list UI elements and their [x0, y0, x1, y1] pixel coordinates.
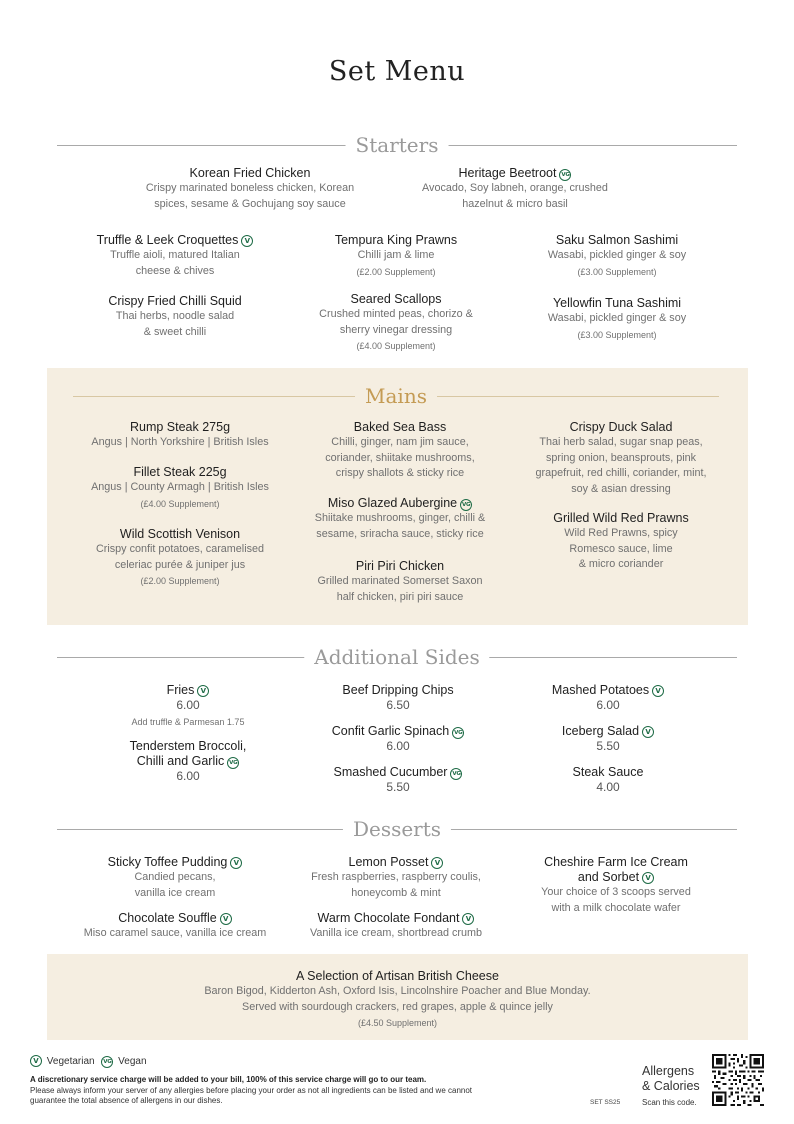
item-description: Grilled marinated Somerset Saxon: [317, 575, 483, 587]
item-price: 6.50: [386, 698, 410, 712]
vegetarian-icon: V: [642, 872, 654, 884]
item-description: Angus | North Yorkshire | British Isles: [91, 436, 269, 448]
item-name: Truffle & Leek Croquettes: [96, 233, 239, 247]
item-supplement: (£3.00 Supplement): [577, 266, 657, 277]
vegetarian-icon: V: [220, 913, 232, 925]
starters-heading: [57, 133, 737, 157]
item-name: Fries: [166, 683, 195, 697]
item-description: Vanilla ice cream, shortbread crumb: [309, 927, 483, 939]
item-description: Wild Red Prawns, spicy: [564, 527, 678, 539]
item-name: Tempura King Prawns: [334, 233, 458, 247]
legend-vegan: Vegan: [118, 1056, 147, 1067]
menu-item-lemon-posset: [286, 855, 506, 901]
allergy-note: Please always inform your server of any allergies before placing your order as not all ingredients can be listed and we cannot guarantee the total absence of allergens in our dishes.: [30, 1086, 473, 1105]
item-name: Confit Garlic Spinach: [331, 724, 450, 738]
item-name: Rump Steak 275g: [129, 420, 231, 434]
dietary-legend: [30, 1055, 147, 1068]
menu-code: SET SS25: [590, 1099, 621, 1106]
item-description: Candied pecans,: [134, 871, 216, 883]
item-description: Wasabi, pickled ginger & soy: [547, 249, 687, 261]
item-name: Crispy Duck Salad: [569, 420, 673, 434]
allergens-line: & Calories: [642, 1079, 700, 1093]
item-supplement: (£3.00 Supplement): [577, 329, 657, 340]
item-description: soy & asian dressing: [571, 482, 671, 495]
item-name: Crispy Fried Chilli Squid: [108, 294, 242, 308]
item-description: cheese & chives: [135, 264, 215, 277]
item-name: Heritage Beetroot: [458, 166, 557, 180]
item-supplement: (£2.00 Supplement): [140, 576, 220, 586]
menu-item-warm-chocolate-fondant: [286, 911, 506, 942]
item-description: coriander, shiitake mushrooms,: [325, 451, 475, 464]
item-name: Chilli and Garlic: [136, 754, 225, 768]
menu-item-iceberg-salad: [498, 724, 718, 754]
item-price: 5.50: [386, 780, 410, 794]
mains-heading: [73, 384, 719, 408]
item-name: Lemon Posset: [348, 855, 429, 869]
item-name: Fillet Steak 225g: [133, 465, 227, 479]
item-description: sherry vinegar dressing: [339, 323, 453, 336]
item-name: Saku Salmon Sashimi: [555, 233, 679, 247]
item-name: Steak Sauce: [572, 765, 644, 779]
item-supplement: (£2.00 Supplement): [356, 266, 436, 277]
item-description: Wasabi, pickled ginger & soy: [547, 312, 687, 324]
item-description: Angus | County Armagh | British Isles: [91, 481, 269, 493]
item-description: Chilli jam & lime: [357, 249, 435, 261]
item-name: Wild Scottish Venison: [119, 527, 241, 541]
menu-item-steak-sauce: [498, 765, 718, 795]
item-name: Warm Chocolate Fondant: [317, 911, 460, 925]
item-description: Thai herb salad, sugar snap peas,: [539, 436, 703, 448]
menu-item-confit-garlic-spinach: [288, 724, 508, 754]
item-name: Seared Scallops: [350, 292, 442, 306]
item-description: vanilla ice cream: [134, 886, 216, 899]
item-description: Fresh raspberries, raspberry coulis,: [311, 871, 481, 883]
menu-item-rump-steak: [70, 420, 290, 451]
item-price: 4.00: [596, 780, 620, 794]
item-name: Yellowfin Tuna Sashimi: [552, 296, 682, 310]
menu-item-artisan-british-cheese: [47, 969, 748, 1030]
menu-item-crispy-fried-chilli-squid: [70, 294, 280, 340]
menu-item-grilled-wild-red-prawns: [512, 511, 730, 573]
vegetarian-icon: V: [30, 1055, 42, 1067]
item-description: Baron Bigod, Kidderton Ash, Oxford Isis, Lincolnshire Poacher and Blue Monday.: [204, 985, 591, 997]
item-description: Your choice of 3 scoops served: [541, 886, 691, 898]
vegan-icon: VG: [450, 768, 462, 780]
item-description: Miso caramel sauce, vanilla ice cream: [83, 927, 267, 939]
menu-item-sticky-toffee-pudding: [60, 855, 290, 901]
item-name: Chocolate Souffle: [118, 911, 217, 925]
menu-item-saku-salmon-sashimi: [512, 233, 722, 279]
menu-item-cheshire-farm-ice-cream: [506, 855, 726, 916]
menu-item-fillet-steak: [70, 465, 290, 511]
item-supplement: (£4.00 Supplement): [356, 341, 436, 351]
item-description: Crushed minted peas, chorizo &: [319, 308, 473, 320]
legend-vegetarian: Vegetarian: [46, 1056, 95, 1067]
menu-item-fries: [78, 683, 298, 729]
menu-item-beef-dripping-chips: [288, 683, 508, 713]
menu-title: Set Menu: [328, 56, 466, 87]
section-title: Desserts: [343, 817, 451, 841]
menu-item-chocolate-souffle: [60, 911, 290, 942]
item-note: Add truffle & Parmesan 1.75: [131, 717, 245, 727]
item-name: Sticky Toffee Pudding: [107, 855, 228, 869]
item-description: honeycomb & mint: [351, 886, 441, 899]
section-title: Starters: [346, 133, 449, 157]
item-description: hazelnut & micro basil: [462, 197, 568, 210]
item-description: sesame, sriracha sauce, sticky rice: [316, 527, 484, 540]
service-charge-note: A discretionary service charge will be added to your bill, 100% of this service charge will go to our team.: [30, 1075, 427, 1084]
vegetarian-icon: V: [652, 685, 664, 697]
item-description: Chilli, ginger, nam jim sauce,: [331, 436, 469, 448]
menu-item-piri-piri-chicken: [290, 559, 510, 605]
item-description: & sweet chilli: [143, 325, 207, 338]
item-description: Crispy marinated boneless chicken, Korean: [145, 182, 355, 194]
menu-item-yellowfin-tuna-sashimi: [512, 296, 722, 342]
menu-item-mashed-potatoes: [498, 683, 718, 713]
sides-heading: [57, 645, 737, 669]
item-description: Truffle aioli, matured Italian: [110, 249, 240, 261]
menu-item-wild-scottish-venison: [70, 527, 290, 588]
item-description: crispy shallots & sticky rice: [335, 467, 465, 479]
item-name: and Sorbet: [577, 870, 640, 884]
menu-item-korean-fried-chicken: [110, 166, 390, 212]
vegan-icon: VG: [101, 1056, 113, 1068]
item-name: Tenderstem Broccoli,: [129, 739, 247, 753]
item-description: with a milk chocolate wafer: [551, 901, 681, 914]
allergens-line: Allergens: [642, 1064, 695, 1078]
item-description: celeriac purée & juniper jus: [114, 558, 246, 571]
vegetarian-icon: V: [230, 857, 242, 869]
section-title: Additional Sides: [304, 645, 489, 669]
item-description: Avocado, Soy labneh, orange, crushed: [422, 182, 608, 194]
item-description: Served with sourdough crackers, red grapes, apple & quince jelly: [242, 1000, 553, 1013]
item-description: grapefruit, red chilli, coriander, mint,: [535, 467, 707, 479]
item-price: 6.00: [176, 769, 200, 783]
item-description: Romesco sauce, lime: [569, 542, 673, 555]
item-price: 5.50: [596, 739, 620, 753]
item-name: Mashed Potatoes: [551, 683, 650, 697]
item-name: Baked Sea Bass: [353, 420, 447, 434]
item-description: Thai herbs, noodle salad: [115, 310, 235, 322]
menu-item-smashed-cucumber: [288, 765, 508, 795]
item-name: Grilled Wild Red Prawns: [553, 511, 689, 525]
item-name: Beef Dripping Chips: [342, 683, 454, 697]
item-name: A Selection of Artisan British Cheese: [296, 969, 499, 983]
allergens-label: [642, 1064, 700, 1094]
item-name: Cheshire Farm Ice Cream: [544, 855, 688, 869]
vegetarian-icon: V: [241, 235, 253, 247]
menu-item-tempura-king-prawns: [296, 233, 496, 279]
item-name: Miso Glazed Aubergine: [327, 496, 458, 510]
item-name: Iceberg Salad: [561, 724, 640, 738]
vegetarian-icon: V: [197, 685, 209, 697]
vegetarian-icon: V: [462, 913, 474, 925]
item-price: 6.00: [176, 698, 200, 712]
vegan-icon: VG: [559, 169, 571, 181]
item-description: Crispy confit potatoes, caramelised: [95, 543, 265, 555]
item-description: spices, sesame & Gochujang soy sauce: [154, 197, 346, 210]
vegan-icon: VG: [460, 499, 472, 511]
item-description: spring onion, beansprouts, pink: [545, 451, 697, 464]
item-description: Shiitake mushrooms, ginger, chilli &: [314, 512, 486, 524]
section-title: Mains: [355, 384, 437, 408]
item-description: half chicken, piri piri sauce: [336, 590, 464, 603]
menu-item-truffle-leek-croquettes: [70, 233, 280, 279]
menu-item-seared-scallops: [296, 292, 496, 353]
menu-item-tenderstem-broccoli: [78, 739, 298, 784]
item-name: Smashed Cucumber: [333, 765, 448, 779]
item-name: Piri Piri Chicken: [355, 559, 445, 573]
menu-item-baked-sea-bass: [290, 420, 510, 482]
item-price: 6.00: [596, 698, 620, 712]
vegetarian-icon: V: [431, 857, 443, 869]
item-supplement: (£4.00 Supplement): [140, 498, 220, 509]
desserts-heading: [57, 817, 737, 841]
menu-item-miso-glazed-aubergine: [290, 496, 510, 542]
qr-code-icon[interactable]: [712, 1054, 764, 1106]
item-price: 6.00: [386, 739, 410, 753]
vegetarian-icon: V: [642, 726, 654, 738]
vegan-icon: VG: [227, 757, 239, 769]
scan-label: Scan this code.: [642, 1098, 697, 1107]
menu-item-heritage-beetroot: [395, 166, 635, 212]
item-description: & micro coriander: [578, 558, 664, 570]
item-name: Korean Fried Chicken: [189, 166, 311, 180]
vegan-icon: VG: [452, 727, 464, 739]
menu-item-crispy-duck-salad: [512, 420, 730, 497]
item-supplement: (£4.50 Supplement): [357, 1018, 438, 1028]
